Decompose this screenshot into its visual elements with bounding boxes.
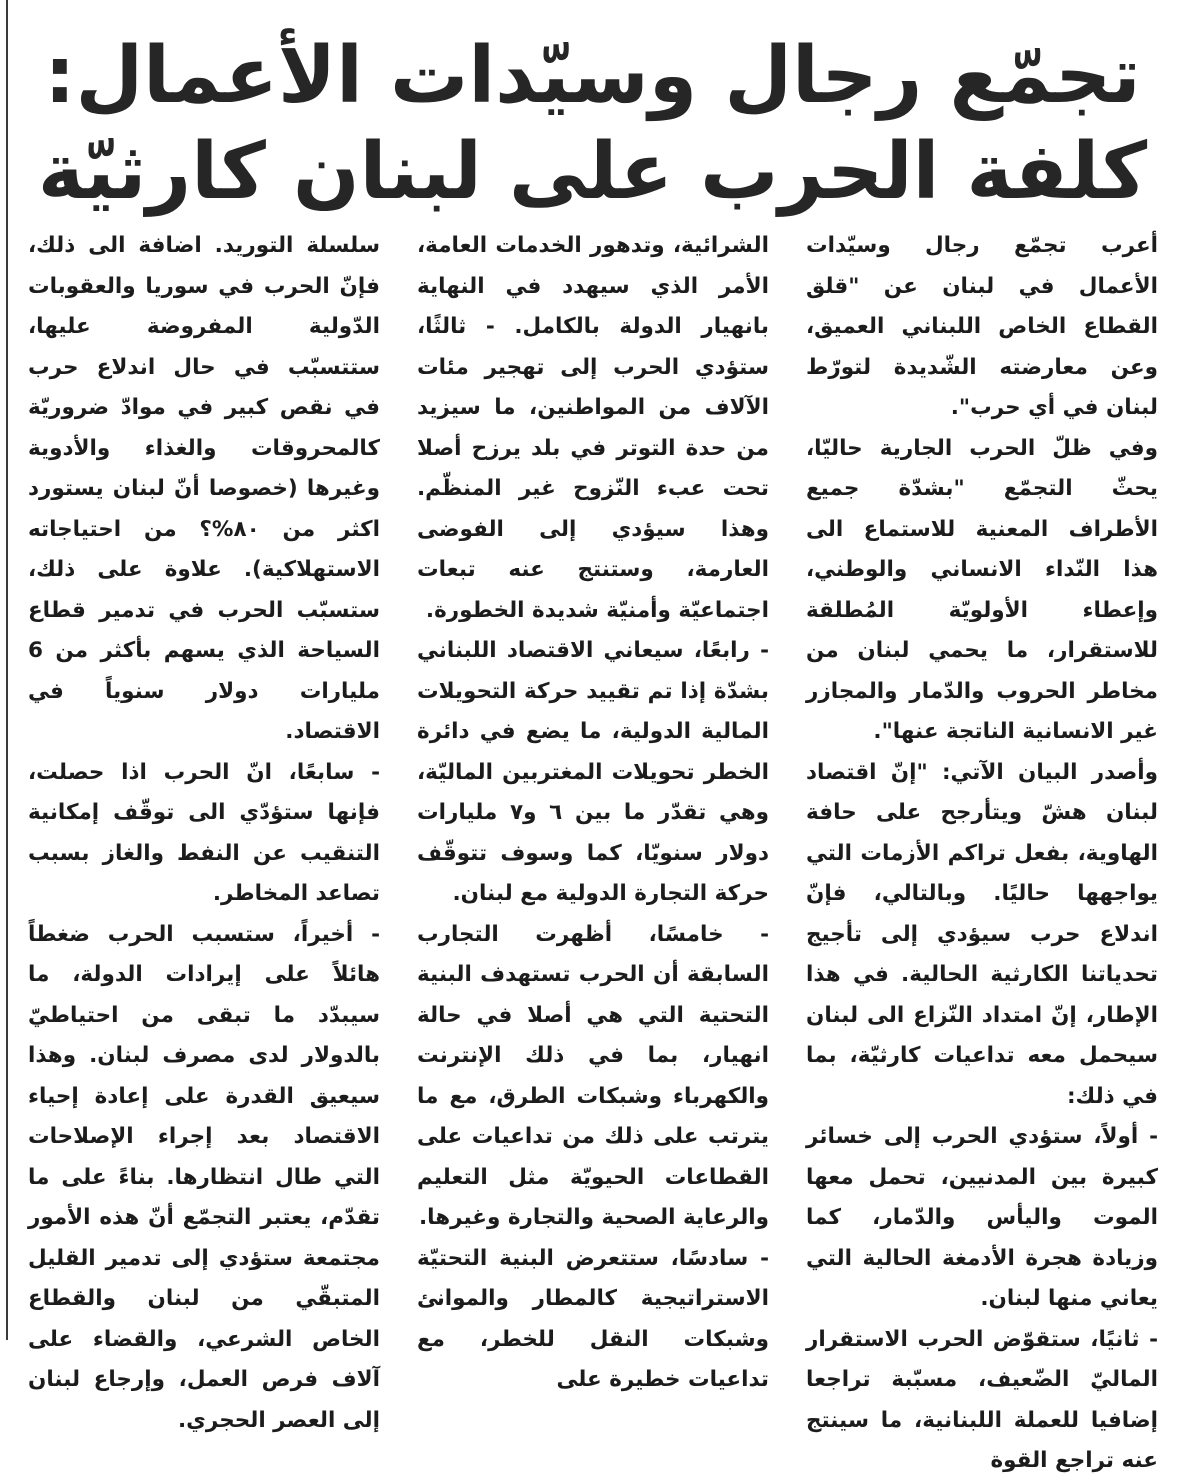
headline-line-2: كلفة الحرب على لبنان كارثيّة xyxy=(37,127,1148,217)
paragraph: - خامسًا، أظهرت التجارب السابقة أن الحرب تستهدف البنية التحتية التي هي أصلا في حالة انهيار، بما في ذلك الإنترنت والكهرباء وشبكات الطرق، مع ما يترتب على ذلك من تداعيات على القطاعات الحيويّة مثل التعليم والرعاية الصحية والتجارة وغيرها. xyxy=(417,921,769,1230)
article-column-1 xyxy=(806,226,1158,1473)
article-column-2 xyxy=(417,226,769,1392)
paragraph: وفي ظلّ الحرب الجارية حاليّا، يحثّ التجمّع "بشدّة جميع الأطراف المعنية للاستماع الى هذا النّداء الانساني والوطني، وإعطاء الأولويّة المُطلقة للاستقرار، ما يحمي لبنان من مخاطر الحروب والدّمار والمجازر غير الانسانية الناتجة عنها". xyxy=(806,435,1158,744)
headline xyxy=(20,28,1165,220)
paragraph: - ثانيًا، ستقوّض الحرب الاستقرار الماليّ الضّعيف، مسبّبة تراجعا إضافيا للعملة اللبنانية، ما سينتج عنه تراجع القوة xyxy=(806,1326,1158,1473)
article-column-3 xyxy=(28,226,380,1433)
paragraph: الشرائية، وتدهور الخدمات العامة، الأمر الذي سيهدد في النهاية بانهيار الدولة بالكامل. - ثالثًا، ستؤدي الحرب إلى تهجير مئات الآلاف من المواطنين، ما سيزيد من حدة التوتر في بلد يرزح أصلا تحت عبء النّزوح غير المنظّم. وهذا سيؤدي إلى الفوضى العارمة، وستنتج عنه تبعات اجتماعيّة وأمنيّة شديدة الخطورة. xyxy=(417,233,769,623)
article-columns xyxy=(28,226,1158,1473)
paragraph: وأصدر البيان الآتي: "إنّ اقتصاد لبنان هشّ ويتأرجح على حافة الهاوية، بفعل تراكم الأزمات التي يواجهها حاليًا. وبالتالي، فإنّ اندلاع حرب سيؤدي إلى تأجيج تحدياتنا الكارثية الحالية. في هذا الإطار، إنّ امتداد النّزاع الى لبنان سيحمل معه تداعيات كارثيّة، بما في ذلك: xyxy=(806,759,1158,1109)
paragraph: سلسلة التوريد. اضافة الى ذلك، فإنّ الحرب في سوريا والعقوبات الدّولية المفروضة عليها، ستتسبّب في حال اندلاع حرب في نقص كبير في موادّ ضروريّة كالمحروقات والغذاء والأدوية وغيرها (خصوصا أنّ لبنان يستورد اكثر من ٨٠%؟ من احتياجاته الاستهلاكية). علاوة على ذلك، ستسبّب الحرب في تدمير قطاع السياحة الذي يسهم بأكثر من 6 مليارات دولار سنوياً في الاقتصاد. xyxy=(28,233,380,744)
paragraph: أعرب تجمّع رجال وسيّدات الأعمال في لبنان عن "قلق القطاع الخاص اللبناني العميق، وعن معارضته الشّديدة لتورّط لبنان في أي حرب". xyxy=(806,233,1158,420)
paragraph: - رابعًا، سيعاني الاقتصاد اللبناني بشدّة إذا تم تقييد حركة التحويلات المالية الدولية، ما يضع في دائرة الخطر تحويلات المغتربين الماليّة، وهي تقدّر ما بين ٦ و٧ مليارات دولار سنويّا، كما وسوف تتوقّف حركة التجارة الدولية مع لبنان. xyxy=(417,638,769,906)
paragraph: - سابعًا، انّ الحرب اذا حصلت، فإنها ستؤدّي الى توقّف إمكانية التنقيب عن النفط والغاز بسبب تصاعد المخاطر. xyxy=(28,759,380,906)
paragraph: - أولاً، ستؤدي الحرب إلى خسائر كبيرة بين المدنيين، تحمل معها الموت واليأس والدّمار، كما وزيادة هجرة الأدمغة الحالية التي يعاني منها لبنان. xyxy=(806,1124,1158,1311)
headline-line-1: تجمّع رجال وسيّدات الأعمال: xyxy=(44,31,1141,121)
paragraph: - سادسًا، ستتعرض البنية التحتيّة الاستراتيجية كالمطار والموانئ وشبكات النقل للخطر، مع تداعيات خطيرة على xyxy=(417,1245,769,1392)
paragraph: - أخيراً، ستسبب الحرب ضغطاً هائلاً على إيرادات الدولة، ما سيبدّد ما تبقى من احتياطيّ بالدولار لدى مصرف لبنان. وهذا سيعيق القدرة على إعادة إحياء الاقتصاد بعد إجراء الإصلاحات التي طال انتظارها. بناءً على ما تقدّم، يعتبر التجمّع أنّ هذه الأمور مجتمعة ستؤدي إلى تدمير القليل المتبقّي من لبنان والقطاع الخاص الشرعي، والقضاء على آلاف فرص العمل، وإرجاع لبنان إلى العصر الحجري. xyxy=(28,921,380,1433)
column-divider-line xyxy=(6,0,8,1340)
